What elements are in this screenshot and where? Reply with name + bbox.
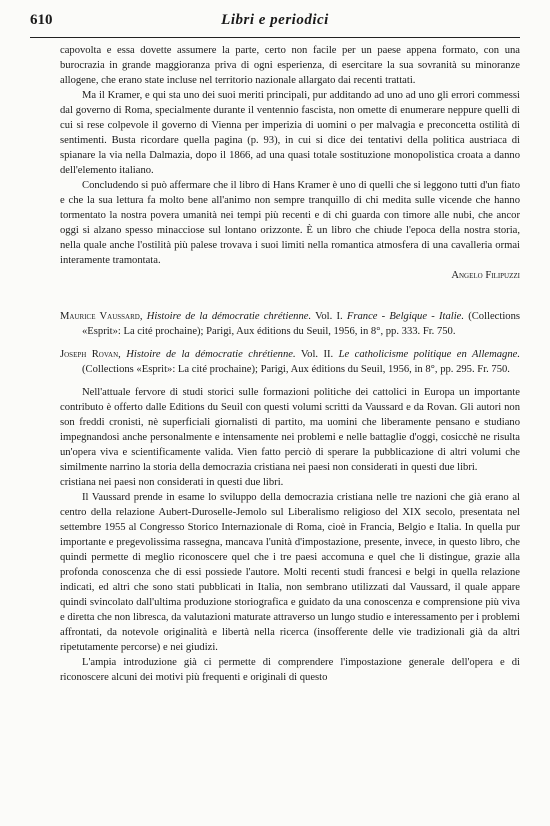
ref1-subtitle: France - Belgique - Italie. — [346, 311, 464, 322]
paragraph-2: Ma il Kramer, e qui sta uno dei suoi meriti principali, pur additando ad uno ad uno gli errori commessi dal governo di Roma, specialmente durante il ventennio fascista, non omette di enumerare neppure quelli di cui si rese colpevole il governo di Vienna per imperizia di uomini o per malvagia e preconcetta ostilità di sentimenti. Busta ricordare quella pagina (p. 93), in cui si dice dei tentativi della politica austriaca di spianare la via nella Dalmazia, dopo il 1866, ad una quasi totale sostituzione monopolistica croata a danno dell'elemento italiano. — [60, 90, 520, 176]
paragraph-3: Concludendo si può affermare che il libro di Hans Kramer è uno di quelli che si leggono tutti d'un fiato e che la sua lettura fa molto bene all'animo non sempre tranquillo di chi medita sulle vicende che hanno tormentato la nostra povera umanità nei tempi più recenti e di chi guarda con timore alle nubi, che ancor oggi si alzano spesso minacciose sul lontano orizzonte. È un libro che chiude l'epoca della nostra storia, nella quale anche l'ostilità più palese trovava i suoi limiti nella romantica atmosfera di una cavalleria ormai interamente tramontata. — [60, 180, 520, 266]
page-number: 610 — [30, 12, 53, 28]
running-title: Libri e periodici — [221, 12, 329, 28]
ref2-title: Histoire de la démocratie chrétienne. — [126, 349, 296, 360]
book-reference-2 — [60, 347, 520, 377]
book-reference-1 — [60, 309, 520, 339]
paragraph-1: capovolta e essa dovette assumere la parte, certo non facile per un paese appena formato, con una burocrazia in grande maggioranza priva di ogni esperienza, di esercitare la sua sovranità su minoranze allogene, che erano state incluse nel territorio nazionale allargato dai recenti trattati. — [60, 45, 520, 86]
paragraph-4: Nell'attuale fervore di studi storici sulle formazioni politiche dei cattolici in Europa un importante contributo è offerto dalle Editions du Seuil con questi volumi scritti da Vaussard e da Rovan. Gli autori non son freddi cronisti, nè superficiali giornalisti di partito, ma uomini che liberamente pensano e studiano impegnandosi anche personalmente e intensamente nei problemi e nelle battaglie d'oggi, cosicchè ne risulta un'opera viva e scientificamente valida. Vien fatto perciò di sperare la pubblicazione di altri volumi che similmente narrino la storia della democrazia cristiana nei paesi non considerati in questi due libri. — [60, 387, 520, 473]
ref1-details: (Collections «Esprit»: La cité prochaine); Parigi, Aux éditions du Seuil, 1956, in 8°, pp. 333. Fr. 750. — [82, 311, 520, 337]
reference-gap — [60, 339, 520, 347]
ref1-volume: Vol. I. — [311, 311, 347, 322]
ref2-subtitle: Le catholicisme politique en Allemagne. — [338, 349, 520, 360]
paragraph-5: Il Vaussard prende in esame lo sviluppo della democrazia cristiana nelle tre nazioni che già erano al centro della relazione Aubert-Duroselle-Jemolo sul Liberalismo religioso del XIX secolo, presentata nel settembre 1955 al Congresso Storico Internazionale di Roma, cioè in Francia, Belgio e Italia. In quella pur importante e pregevolissima rassegna, mancava l'unità d'impostazione, presente, invece, in questo libro, che quindi permette di meglio riconoscere quel che i tre paesi accomuna e quel che li distingue, grazie alla profonda conoscenza che di essi possiede l'autore. Molti recenti studi francesi e belgi in quella relazione indicati, ed altri che sono stati pubblicati in Italia, non sembrano utilizzati dal Vaussard, il quale appare quindi svincolato dall'ultima produzione storiografica e guidato da una conoscenza e comprensione più viva e diretta che non libresca, da valutazioni maturate attraverso un lungo studio e interessamento per i problemi affrontati, da notevole originalità e libertà nella ricerca (insofferente delle vie tradizionali già da altri ripetutamente percorse) e nei giudizi. — [60, 492, 520, 653]
page-header — [30, 12, 520, 34]
ref1-title: Histoire de la démocratie chrétienne. — [146, 311, 312, 322]
review-signature-1: Angelo Filipuzzi — [451, 270, 520, 281]
ref2-details: (Collections «Esprit»: La cité prochaine); Parigi, Aux éditions du Seuil, 1956, in 8°, pp. 295. Fr. 750. — [82, 364, 510, 375]
ref2-author: Joseph Rovan, — [60, 349, 121, 360]
page-body — [60, 43, 520, 685]
paragraph-4-repeat-line: cristiana nei paesi non considerati in questi due libri. — [60, 477, 284, 488]
reference-gap — [60, 377, 520, 385]
paragraph-6: L'ampia introduzione già ci permette di comprendere l'impostazione generale dell'opera e di riconoscere alcuni dei motivi più frequenti e originali di questo — [60, 657, 520, 683]
ref2-volume: Vol. II. — [295, 349, 339, 360]
header-rule — [30, 37, 520, 38]
section-gap — [60, 283, 520, 309]
ref1-author: Maurice Vaussard, — [60, 311, 143, 322]
